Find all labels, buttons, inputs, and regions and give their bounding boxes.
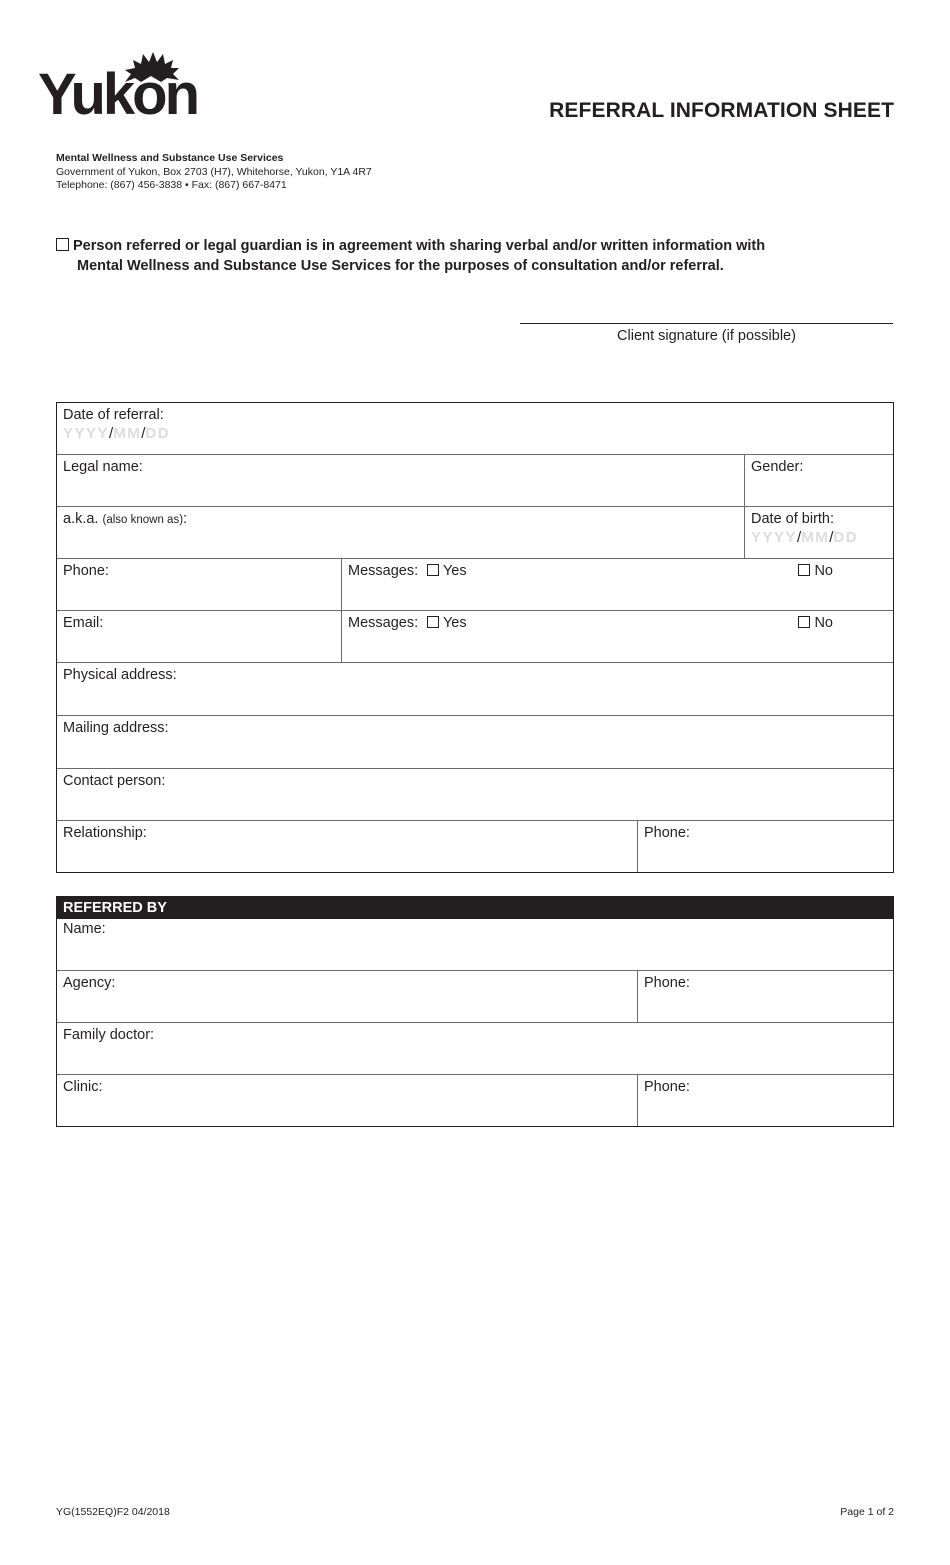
row-legal-name [57, 454, 893, 506]
phone-messages-yes-checkbox[interactable] [427, 564, 439, 576]
row-contact-person [57, 768, 893, 820]
date-of-birth-field[interactable] [744, 507, 893, 558]
email-label: Email: [63, 615, 104, 631]
email-messages-group [341, 611, 893, 662]
consent-statement [56, 236, 856, 276]
page-number: Page 1 of 2 [840, 1506, 894, 1518]
date-hint: YYYY/MM/DD [63, 425, 171, 442]
messages-label: Messages: [348, 615, 419, 631]
gender-field[interactable] [744, 455, 893, 506]
mailing-address-field[interactable] [57, 716, 893, 768]
physical-address-field[interactable] [57, 663, 893, 715]
contact-person-label: Contact person: [63, 773, 166, 789]
gender-label: Gender: [751, 459, 804, 475]
referrer-name-field[interactable] [57, 919, 893, 970]
row-aka [57, 506, 893, 558]
aka-field[interactable]: a.k.a. (also known as): [63, 511, 188, 527]
row-referrer-name [57, 919, 893, 970]
date-of-birth-label: Date of birth: [751, 511, 835, 527]
organization-info [56, 152, 372, 193]
date-of-referral-field[interactable] [57, 403, 893, 454]
phone-messages-no-checkbox[interactable] [798, 564, 810, 576]
clinic-label: Clinic: [63, 1079, 103, 1095]
no-label: No [814, 563, 833, 579]
organization-name: Mental Wellness and Substance Use Services [56, 152, 284, 164]
row-family-doctor [57, 1022, 893, 1074]
phone-messages-group [341, 559, 893, 610]
family-doctor-label: Family doctor: [63, 1027, 155, 1043]
row-relationship [57, 820, 893, 872]
physical-address-label: Physical address: [63, 667, 177, 683]
email-field[interactable] [57, 611, 341, 662]
relationship-label: Relationship: [63, 825, 147, 841]
family-doctor-field[interactable] [57, 1023, 893, 1074]
row-date-of-referral [57, 403, 893, 454]
row-phone [57, 558, 893, 610]
client-info-form [56, 402, 894, 873]
consent-text-line2: Mental Wellness and Substance Use Services for the purposes of consultation and/or referral. [77, 258, 724, 274]
organization-address: Government of Yukon, Box 2703 (H7), Whitehorse, Yukon, Y1A 4R7 [56, 165, 372, 178]
consent-checkbox[interactable] [56, 238, 69, 251]
agency-field[interactable] [57, 971, 637, 1022]
page-title: REFERRAL INFORMATION SHEET [549, 99, 894, 122]
relationship-phone-label: Phone: [644, 825, 690, 841]
form-code: YG(1552EQ)F2 04/2018 [56, 1506, 170, 1518]
clinic-phone-field[interactable] [637, 1075, 893, 1126]
date-of-referral-label: Date of referral: [63, 407, 164, 423]
email-messages-yes-checkbox[interactable] [427, 616, 439, 628]
aka-label: a.k.a. [63, 511, 99, 527]
client-signature-label: Client signature (if possible) [617, 328, 796, 344]
referred-by-header: REFERRED BY [57, 897, 893, 919]
contact-person-field[interactable] [57, 769, 893, 820]
organization-contact: Telephone: (867) 456-3838 • Fax: (867) 667-8471 [56, 179, 287, 191]
clinic-phone-label: Phone: [644, 1079, 690, 1095]
legal-name-field[interactable] [57, 455, 744, 506]
mailing-address-label: Mailing address: [63, 720, 169, 736]
referrer-name-label: Name: [63, 921, 106, 937]
phone-label: Phone: [63, 563, 109, 579]
dob-hint: YYYY/MM/DD [751, 529, 859, 546]
agency-phone-field[interactable] [637, 971, 893, 1022]
row-mailing-address [57, 715, 893, 768]
agency-phone-label: Phone: [644, 975, 690, 991]
row-physical-address [57, 662, 893, 715]
clinic-field[interactable] [57, 1075, 637, 1126]
messages-label: Messages: [348, 563, 419, 579]
legal-name-label: Legal name: [63, 459, 143, 475]
relationship-field[interactable] [57, 821, 637, 872]
row-email [57, 610, 893, 662]
yukon-logo [38, 52, 213, 127]
relationship-phone-field[interactable] [637, 821, 893, 872]
logo-wordmark: Yukon [38, 62, 198, 127]
email-messages-no-checkbox[interactable] [798, 616, 810, 628]
phone-field[interactable] [57, 559, 341, 610]
row-clinic [57, 1074, 893, 1126]
aka-note: (also known as) [102, 514, 184, 526]
client-signature-field[interactable] [520, 323, 893, 324]
yes-label: Yes [442, 615, 467, 631]
row-agency [57, 970, 893, 1022]
referred-by-form [56, 896, 894, 1127]
yes-label: Yes [442, 563, 467, 579]
consent-text-line1: Person referred or legal guardian is in agreement with sharing verbal and/or written information with [73, 238, 766, 254]
no-label: No [814, 615, 833, 631]
agency-label: Agency: [63, 975, 116, 991]
